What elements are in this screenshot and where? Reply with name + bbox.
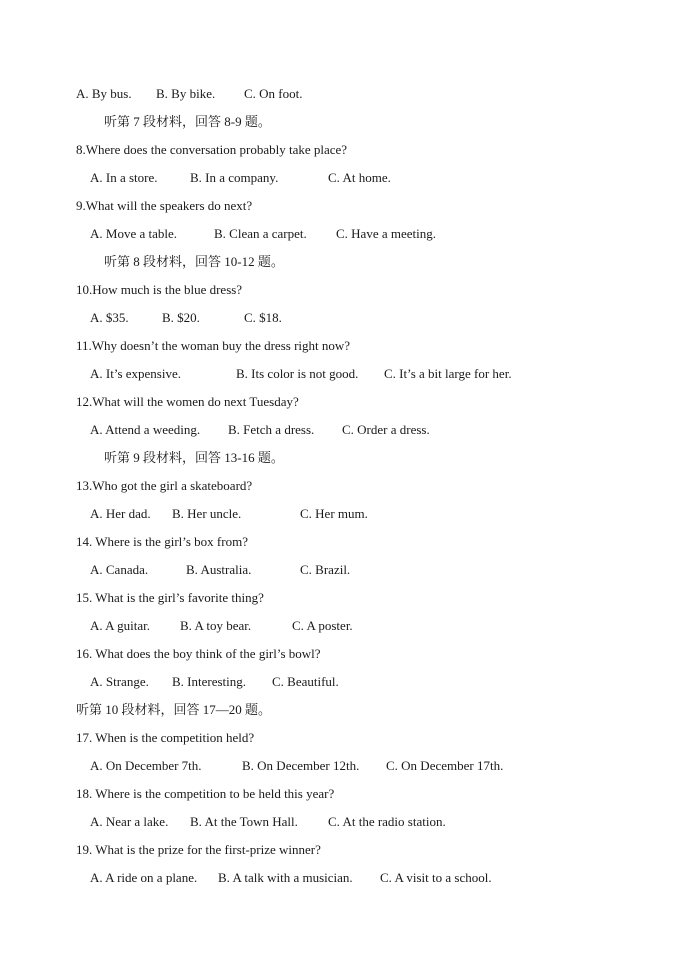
- option-b: B. Her uncle.: [172, 506, 242, 521]
- option-a: A. On December 7th.: [90, 758, 202, 773]
- option-b: B. Interesting.: [172, 674, 247, 689]
- question-text: 16. What does the boy think of the girl’s bowl?: [76, 646, 321, 661]
- option-a: A. In a store.: [90, 170, 158, 185]
- option-c: C. On foot.: [244, 86, 303, 101]
- option-a: A. A guitar.: [90, 618, 150, 633]
- question-text: 8.Where does the conversation probably take place?: [76, 142, 348, 157]
- question-text: 12.What will the women do next Tuesday?: [76, 394, 299, 409]
- question-text: 19. What is the prize for the first-prize winner?: [76, 842, 321, 857]
- option-b: B. Fetch a dress.: [228, 422, 315, 437]
- option-c: C. On December 17th.: [386, 758, 504, 773]
- option-a: A. A ride on a plane.: [90, 870, 198, 885]
- option-c: C. At home.: [328, 170, 391, 185]
- option-b: B. In a company.: [190, 170, 279, 185]
- option-b: B. Its color is not good.: [236, 366, 359, 381]
- option-b: B. On December 12th.: [242, 758, 360, 773]
- option-b: B. $20.: [162, 310, 200, 325]
- option-a: A. Attend a weeding.: [90, 422, 201, 437]
- section-heading: 听第 7 段材料，回答 8-9 题。: [104, 114, 271, 129]
- section-heading: 听第 8 段材料，回答 10-12 题。: [104, 254, 284, 269]
- question-text: 10.How much is the blue dress?: [76, 282, 243, 297]
- question-text: 14. Where is the girl’s box from?: [76, 534, 248, 549]
- option-a: A. Move a table.: [90, 226, 178, 241]
- option-a: A. Canada.: [90, 562, 149, 577]
- option-c: C. It’s a bit large for her.: [384, 366, 512, 381]
- question-text: 13.Who got the girl a skateboard?: [76, 478, 253, 493]
- option-c: C. Beautiful.: [272, 674, 339, 689]
- option-c: C. $18.: [244, 310, 282, 325]
- section-heading: 听第 10 段材料，回答 17—20 题。: [76, 702, 272, 717]
- option-b: B. A talk with a musician.: [218, 870, 353, 885]
- option-a: A. By bus.: [76, 86, 132, 101]
- option-b: B. Australia.: [186, 562, 252, 577]
- question-text: 11.Why doesn’t the woman buy the dress right now?: [76, 338, 351, 353]
- question-text: 9.What will the speakers do next?: [76, 198, 253, 213]
- option-c: C. Order a dress.: [342, 422, 430, 437]
- option-b: B. Clean a carpet.: [214, 226, 307, 241]
- option-c: C. Have a meeting.: [336, 226, 436, 241]
- option-c: C. A visit to a school.: [380, 870, 492, 885]
- option-a: A. Strange.: [90, 674, 149, 689]
- option-a: A. Her dad.: [90, 506, 151, 521]
- option-a: A. $35.: [90, 310, 129, 325]
- section-heading: 听第 9 段材料，回答 13-16 题。: [104, 450, 284, 465]
- question-text: 15. What is the girl’s favorite thing?: [76, 590, 264, 605]
- option-c: C. A poster.: [292, 618, 353, 633]
- option-a: A. It’s expensive.: [90, 366, 181, 381]
- question-text: 18. Where is the competition to be held this year?: [76, 786, 335, 801]
- option-b: B. At the Town Hall.: [190, 814, 298, 829]
- question-text: 17. When is the competition held?: [76, 730, 255, 745]
- option-c: C. Her mum.: [300, 506, 368, 521]
- option-b: B. A toy bear.: [180, 618, 252, 633]
- option-b: B. By bike.: [156, 86, 216, 101]
- option-c: C. At the radio station.: [328, 814, 446, 829]
- option-c: C. Brazil.: [300, 562, 351, 577]
- option-a: A. Near a lake.: [90, 814, 169, 829]
